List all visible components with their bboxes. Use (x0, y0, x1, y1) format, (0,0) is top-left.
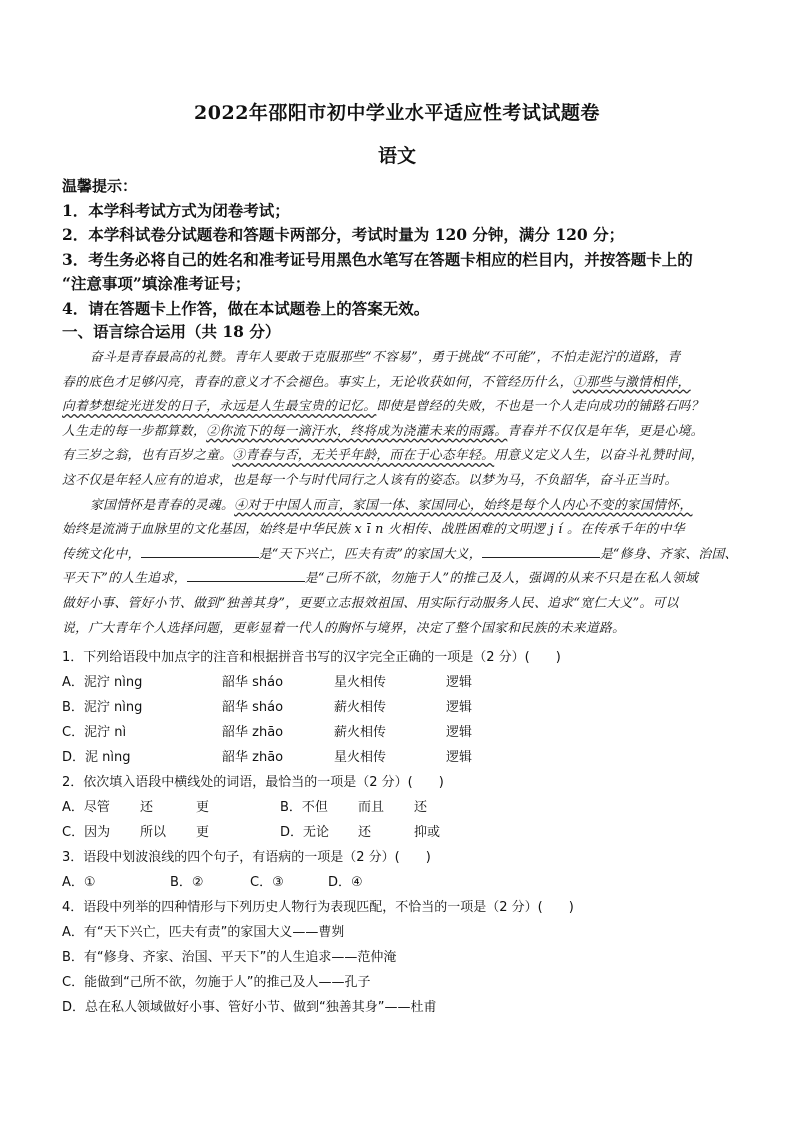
option-text: 韶华 zhāo (222, 750, 284, 765)
passage-text: 奋斗是青春最高的礼赞。青年人要敢于克服那些“不容易”，勇于挑战“不可能”，不怕走泥泞的道路，青 (90, 350, 681, 365)
wavy-sentence-4: ④对于中国人而言，家国一体、家国同心，始终是每个人内心不变的家国情怀， (234, 497, 693, 513)
fill-blank-3[interactable] (187, 568, 305, 582)
option-text: C．泥泞 nì (62, 725, 127, 740)
q1-option-b[interactable] (62, 695, 752, 720)
option-text: 星火相传 (334, 750, 387, 765)
option-text: C．因为 (62, 825, 111, 840)
passage-line (62, 346, 744, 371)
option-text: 还 (414, 800, 428, 815)
q4-option-a[interactable]: A．有“天下兴亡，匹夫有责”的家国大义——曹刿 (62, 925, 345, 940)
option-text: 还 (140, 800, 154, 815)
question-stem-1: 1．下列给语段中加点字的注音和根据拼音书写的汉字完全正确的一项是（2 分）( ) (62, 650, 561, 665)
passage-text: 有三岁之翁，也有百岁之童。 (62, 448, 233, 464)
note-item: 4．请在答题卡上作答，做在本试题卷上的答案无效。 (62, 298, 430, 318)
passage-text: 家国情怀是青春的灵魂。 (90, 497, 235, 513)
passage-line (62, 592, 744, 617)
q2-options-row-2[interactable] (62, 820, 752, 845)
wavy-sentence-1: 向着梦想绽光迸发的日子，永远是人生最宝贵的记忆。 (62, 399, 377, 415)
passage-line (62, 567, 744, 592)
passage-text: 用意义定义人生，以奋斗礼赞时间， (494, 448, 704, 464)
q4-option-c[interactable]: C．能做到“己所不欲，勿施于人”的推己及人——孔子 (62, 975, 371, 990)
passage-line (62, 420, 744, 445)
option-text: D．无论 (280, 825, 330, 840)
passage-line (62, 371, 744, 396)
wavy-sentence-3: ③青春与否，无关乎年龄，而在于心态年轻。 (232, 448, 495, 464)
passage-text: 始终是流淌于血脉里的文化基因，始终是中华民族 x ī n 火相传、战胜困难的文明逻 j í 。在传承千年的中华 (62, 522, 685, 538)
passage-line (62, 444, 744, 469)
note-item: 1．本学科考试方式为闭卷考试； (62, 200, 290, 220)
option-text: D．泥 nìng (62, 750, 131, 765)
passage-text: 是“天下兴亡，匹夫有责”的家国大义， (258, 546, 482, 562)
option-text: 还 (358, 825, 372, 840)
option-text: A．泥泞 nìng (62, 675, 143, 690)
wavy-sentence-1: ①那些与激情相伴， (572, 374, 691, 390)
note-item: “注意事项”填涂准考证号； (62, 274, 251, 293)
passage-text: 说，广大青年个人选择问题，更彰显着一代人的胸怀与境界，决定了整个国家和民族的未来道路。 (62, 620, 626, 636)
option-text: 逻辑 (446, 750, 473, 765)
option-text: 而且 (358, 800, 385, 815)
option-text: 逻辑 (446, 725, 473, 740)
fill-blank-2[interactable] (482, 544, 600, 558)
option-text: 星火相传 (334, 675, 387, 690)
q3-options[interactable] (62, 870, 752, 895)
notes-header: 温馨提示： (62, 177, 138, 195)
exam-title: 2022年邵阳市初中学业水平适应性考试试题卷 (194, 102, 600, 124)
reading-passage (62, 346, 744, 641)
passage-text: 做好小事、管好小节、做到“独善其身”，更要立志报效祖国、用实际行动服务人民、追求“宽仁大义”。可以 (62, 595, 679, 611)
passage-line (62, 617, 744, 642)
q3-option-d[interactable]: D．④ (328, 875, 363, 890)
passage-line (62, 543, 744, 568)
wavy-sentence-2: ②你流下的每一滴汗水，终将成为浇灌未来的雨露。 (206, 423, 508, 439)
section-heading: 一、语言综合运用（共 18 分） (62, 322, 281, 341)
passage-text: 即使是曾经的失败，不也是一个人走向成功的铺路石吗？ (376, 399, 704, 415)
option-text: A．尽管 (62, 800, 110, 815)
q3-option-c[interactable]: C．③ (250, 875, 284, 890)
q3-option-a[interactable]: A．① (62, 875, 96, 890)
exam-notes (62, 174, 742, 321)
subject-title: 语文 (377, 145, 416, 167)
fill-blank-1[interactable] (141, 544, 259, 558)
passage-text: 传统文化中， (62, 546, 141, 562)
option-text: 韶华 sháo (222, 675, 284, 690)
q4-option-d[interactable]: D．总在私人领域做好小事、管好小节、做到“独善其身”——杜甫 (62, 1000, 437, 1015)
passage-line (62, 469, 744, 494)
option-text: 韶华 zhāo (222, 725, 284, 740)
q1-option-a[interactable] (62, 670, 752, 695)
option-text: 更 (196, 825, 210, 840)
question-stem-4: 4．语段中列举的四种情形与下列历史人物行为表现匹配，不恰当的一项是（2 分）( ) (62, 900, 574, 915)
option-text: B．不但 (280, 800, 328, 815)
q2-options-row-1[interactable] (62, 795, 752, 820)
passage-line (62, 395, 744, 420)
questions (62, 645, 752, 1020)
passage-text: 青春并不仅仅是年华，更是心境。 (507, 423, 704, 439)
passage-text: 平天下”的人生追求， (62, 571, 187, 587)
question-stem-3: 3．语段中划波浪线的四个句子，有语病的一项是（2 分）( ) (62, 850, 431, 865)
option-text: 薪火相传 (334, 700, 387, 715)
passage-text: 是“修身、齐家、治国、 (599, 546, 738, 562)
option-text: 逻辑 (446, 675, 473, 690)
q3-option-b[interactable]: B．② (170, 875, 204, 890)
q1-option-d[interactable] (62, 745, 752, 770)
passage-line (62, 518, 744, 543)
option-text: 韶华 sháo (222, 700, 284, 715)
option-text: 逻辑 (446, 700, 473, 715)
option-text: 薪火相传 (334, 725, 387, 740)
question-stem-2: 2．依次填入语段中横线处的词语，最恰当的一项是（2 分）( ) (62, 775, 444, 790)
note-item: 3．考生务必将自己的姓名和准考证号用黑色水笔写在答题卡相应的栏目内，并按答题卡上的 (62, 249, 693, 269)
passage-text: 是“己所不欲，勿施于人”的推己及人，强调的从来不只是在私人领域 (304, 571, 699, 587)
option-text: B．泥泞 nìng (62, 700, 143, 715)
q1-option-c[interactable] (62, 720, 752, 745)
option-text: 更 (196, 800, 210, 815)
q4-option-b[interactable]: B．有“修身、齐家、治国、平天下”的人生追求——范仲淹 (62, 950, 397, 965)
note-item: 2．本学科试卷分试题卷和答题卡两部分，考试时量为 120 分钟，满分 120 分； (62, 225, 625, 244)
option-text: 抑或 (414, 825, 441, 840)
passage-text: 这不仅是年轻人应有的追求，也是每一个与时代同行之人该有的姿态。以梦为马，不负韶华，奋斗正当时。 (62, 472, 678, 488)
passage-text: 人生走的每一步都算数， (62, 423, 207, 439)
passage-line (62, 494, 744, 519)
passage-text: 春的底色才足够闪亮，青春的意义才不会褪色。事实上，无论收获如何，不管经历什么， (62, 374, 573, 390)
option-text: 所以 (140, 825, 167, 840)
